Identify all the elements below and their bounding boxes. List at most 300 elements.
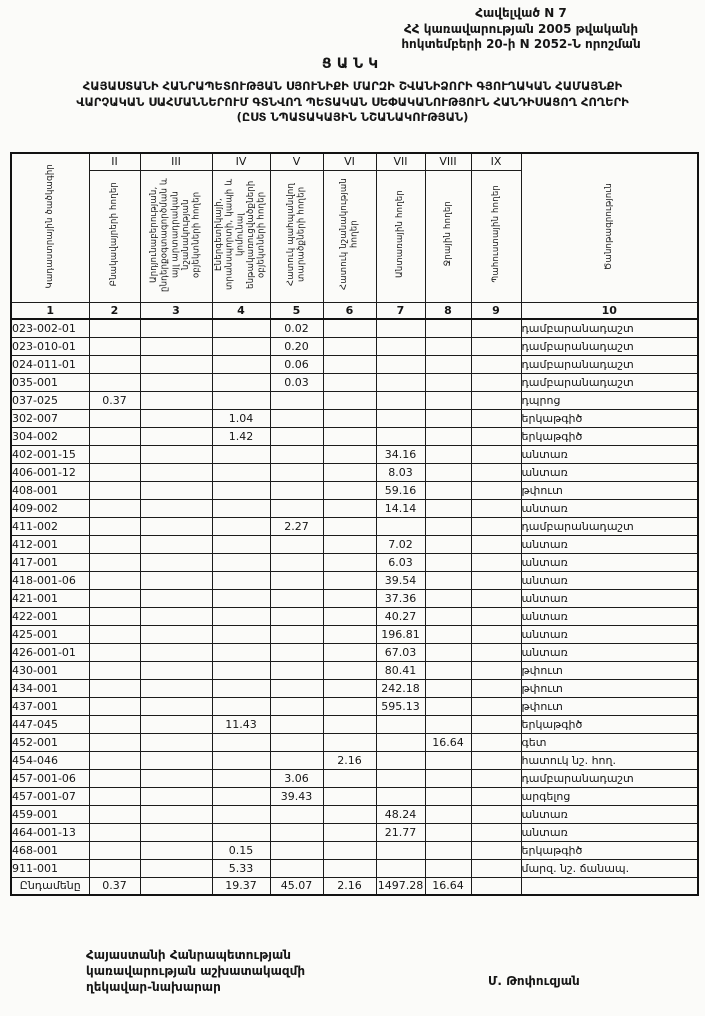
area-value-cell bbox=[471, 571, 521, 589]
cadastral-code-cell: 447-045 bbox=[11, 715, 89, 733]
area-value-cell bbox=[140, 517, 212, 535]
cadastral-code-cell: 024-011-01 bbox=[11, 355, 89, 373]
area-value-cell bbox=[471, 787, 521, 805]
area-value-cell bbox=[212, 391, 270, 409]
area-value-cell bbox=[89, 589, 140, 607]
page-title: ՑԱՆԿ bbox=[321, 56, 384, 72]
cadastral-code-cell: 408-001 bbox=[11, 481, 89, 499]
area-value-cell bbox=[323, 769, 376, 787]
area-value-cell bbox=[270, 589, 323, 607]
area-value-cell bbox=[140, 769, 212, 787]
area-value-cell bbox=[376, 517, 425, 535]
area-value-cell bbox=[471, 391, 521, 409]
area-value-cell bbox=[425, 571, 471, 589]
area-value-cell bbox=[212, 337, 270, 355]
area-value-cell bbox=[270, 535, 323, 553]
area-value-cell bbox=[471, 445, 521, 463]
cadastral-code-cell: 418-001-06 bbox=[11, 571, 89, 589]
column-number: 7 bbox=[376, 302, 425, 319]
area-value-cell bbox=[376, 337, 425, 355]
area-value-cell bbox=[212, 571, 270, 589]
signature-name: Մ. Թոփուզյան bbox=[488, 974, 580, 988]
area-value-cell bbox=[140, 859, 212, 877]
area-value-cell: 0.37 bbox=[89, 391, 140, 409]
area-value-cell bbox=[140, 679, 212, 697]
area-value-cell bbox=[471, 427, 521, 445]
note-cell: երկաթգիծ bbox=[521, 715, 698, 733]
note-cell: անտառ bbox=[521, 553, 698, 571]
area-value-cell bbox=[471, 661, 521, 679]
area-value-cell bbox=[212, 481, 270, 499]
area-value-cell bbox=[89, 751, 140, 769]
area-value-cell bbox=[323, 625, 376, 643]
area-value-cell bbox=[425, 697, 471, 715]
cadastral-code-cell: 417-001 bbox=[11, 553, 89, 571]
area-value-cell bbox=[89, 823, 140, 841]
table-row bbox=[11, 805, 698, 823]
subtitle-line-1: ՀԱՅԱՍՏԱՆԻ ՀԱՆՐԱՊԵՏՈՒԹՅԱՆ ՍՅՈՒՆԻՔԻ ՄԱՐԶԻ ՇՎԱՆԻՁՈՐԻ ԳՅՈՒՂԱԿԱՆ ՀԱՄԱՅՆՔԻ bbox=[82, 79, 623, 93]
area-value-cell bbox=[323, 373, 376, 391]
table-row bbox=[11, 841, 698, 859]
column-number: 9 bbox=[471, 302, 521, 319]
cadastral-code-cell: 454-046 bbox=[11, 751, 89, 769]
area-value-cell bbox=[89, 499, 140, 517]
area-value-cell bbox=[323, 697, 376, 715]
area-value-cell: 34.16 bbox=[376, 445, 425, 463]
cadastral-code-cell: 459-001 bbox=[11, 805, 89, 823]
area-value-cell: 80.41 bbox=[376, 661, 425, 679]
subtitle-line-2: ՎԱՐՉԱԿԱՆ ՍԱՀՄԱՆՆԵՐՈՒՄ ԳՏՆՎՈՂ ՊԵՏԱԿԱՆ ՍԵՓԱԿԱՆՈՒԹՅՈՒՆ ՀԱՆԴԻՍԱՑՈՂ ՀՈՂԵՐԻ bbox=[76, 94, 629, 109]
note-cell: անտառ bbox=[521, 589, 698, 607]
area-value-cell bbox=[212, 319, 270, 337]
total-label-cell: Ընդամենը bbox=[11, 877, 89, 895]
area-value-cell bbox=[471, 355, 521, 373]
area-value-cell bbox=[212, 535, 270, 553]
table-row bbox=[11, 499, 698, 517]
area-value-cell bbox=[471, 697, 521, 715]
note-cell bbox=[521, 877, 698, 895]
area-value-cell bbox=[212, 445, 270, 463]
area-value-cell bbox=[323, 589, 376, 607]
area-value-cell bbox=[323, 319, 376, 337]
area-value-cell bbox=[89, 517, 140, 535]
area-value-cell bbox=[212, 517, 270, 535]
area-value-cell bbox=[425, 337, 471, 355]
note-cell: դամբարանադաշտ bbox=[521, 373, 698, 391]
note-cell: անտառ bbox=[521, 643, 698, 661]
subtitle-line-3: (ԸՍՏ ՆՊԱՏԱԿԱՅԻՆ ՆՇԱՆԱԿՈՒԹՅԱՆ) bbox=[236, 110, 469, 125]
area-value-cell bbox=[323, 427, 376, 445]
note-cell: անտառ bbox=[521, 571, 698, 589]
area-value-cell bbox=[471, 751, 521, 769]
note-cell: թփուտ bbox=[521, 661, 698, 679]
table-row bbox=[11, 751, 698, 769]
note-cell: անտառ bbox=[521, 499, 698, 517]
area-value-cell bbox=[323, 445, 376, 463]
table-row bbox=[11, 571, 698, 589]
cadastral-code-cell: 412-001 bbox=[11, 535, 89, 553]
header-water-lands: Ջրային հողեր bbox=[425, 170, 471, 302]
area-value-cell bbox=[425, 445, 471, 463]
area-value-cell bbox=[425, 517, 471, 535]
area-value-cell: 39.43 bbox=[270, 787, 323, 805]
table-row bbox=[11, 445, 698, 463]
area-value-cell: 40.27 bbox=[376, 607, 425, 625]
roman-numeral: VIII bbox=[425, 153, 471, 170]
area-value-cell bbox=[89, 481, 140, 499]
area-value-cell bbox=[140, 481, 212, 499]
area-value-cell bbox=[140, 787, 212, 805]
area-value-cell bbox=[425, 589, 471, 607]
note-cell: թփուտ bbox=[521, 679, 698, 697]
area-value-cell bbox=[140, 661, 212, 679]
area-value-cell bbox=[425, 319, 471, 337]
area-value-cell bbox=[140, 337, 212, 355]
area-value-cell bbox=[376, 769, 425, 787]
area-value-cell bbox=[89, 553, 140, 571]
table-row bbox=[11, 319, 698, 337]
area-value-cell bbox=[323, 715, 376, 733]
area-value-cell bbox=[89, 715, 140, 733]
area-value-cell bbox=[471, 625, 521, 643]
cadastral-code-cell: 411-002 bbox=[11, 517, 89, 535]
area-value-cell bbox=[425, 715, 471, 733]
area-value-cell: 0.03 bbox=[270, 373, 323, 391]
area-value-cell bbox=[425, 751, 471, 769]
area-value-cell bbox=[140, 643, 212, 661]
table-row bbox=[11, 553, 698, 571]
area-value-cell bbox=[212, 787, 270, 805]
area-value-cell bbox=[323, 517, 376, 535]
area-value-cell bbox=[89, 571, 140, 589]
table-row bbox=[11, 823, 698, 841]
area-value-cell bbox=[471, 463, 521, 481]
area-value-cell bbox=[425, 607, 471, 625]
area-value-cell bbox=[376, 715, 425, 733]
area-value-cell bbox=[471, 409, 521, 427]
area-value-cell bbox=[89, 355, 140, 373]
cadastral-code-cell: 023-010-01 bbox=[11, 337, 89, 355]
area-value-cell bbox=[323, 409, 376, 427]
area-value-cell bbox=[212, 355, 270, 373]
header-forest-lands: Անտառային հողեր bbox=[376, 170, 425, 302]
cadastral-code-cell: 457-001-06 bbox=[11, 769, 89, 787]
column-number: 10 bbox=[521, 302, 698, 319]
area-value-cell bbox=[471, 517, 521, 535]
table-row bbox=[11, 697, 698, 715]
area-value-cell bbox=[140, 625, 212, 643]
table-row bbox=[11, 427, 698, 445]
area-value-cell bbox=[212, 769, 270, 787]
area-value-cell bbox=[471, 535, 521, 553]
area-value-cell: 2.16 bbox=[323, 877, 376, 895]
area-value-cell bbox=[140, 391, 212, 409]
area-value-cell bbox=[376, 787, 425, 805]
area-value-cell bbox=[471, 841, 521, 859]
note-cell: դամբարանադաշտ bbox=[521, 355, 698, 373]
table-row bbox=[11, 337, 698, 355]
area-value-cell bbox=[212, 589, 270, 607]
table-row bbox=[11, 535, 698, 553]
area-value-cell bbox=[270, 841, 323, 859]
cadastral-code-cell: 037-025 bbox=[11, 391, 89, 409]
area-value-cell bbox=[140, 373, 212, 391]
header-cadastral-code: Կադաստրային ծածկագիր bbox=[11, 153, 89, 302]
area-value-cell bbox=[323, 733, 376, 751]
area-value-cell bbox=[323, 679, 376, 697]
table-row bbox=[11, 373, 698, 391]
area-value-cell bbox=[323, 661, 376, 679]
area-value-cell: 45.07 bbox=[270, 877, 323, 895]
area-value-cell bbox=[212, 499, 270, 517]
note-cell: դամբարանադաշտ bbox=[521, 319, 698, 337]
area-value-cell bbox=[89, 445, 140, 463]
header-protected-lands: Հատուկ պահպանվող տարածքների հողեր bbox=[270, 170, 323, 302]
table-row bbox=[11, 589, 698, 607]
area-value-cell bbox=[89, 625, 140, 643]
cadastral-code-cell: 422-001 bbox=[11, 607, 89, 625]
area-value-cell bbox=[212, 625, 270, 643]
column-number: 6 bbox=[323, 302, 376, 319]
area-value-cell bbox=[425, 625, 471, 643]
cadastral-code-cell: 425-001 bbox=[11, 625, 89, 643]
area-value-cell bbox=[270, 697, 323, 715]
table-row bbox=[11, 409, 698, 427]
area-value-cell bbox=[376, 355, 425, 373]
table-row bbox=[11, 769, 698, 787]
area-value-cell bbox=[212, 823, 270, 841]
appendix-line-1: Հավելված N 7 bbox=[475, 6, 567, 20]
cadastral-code-cell: 430-001 bbox=[11, 661, 89, 679]
roman-numeral: IV bbox=[212, 153, 270, 170]
footer-line-3: ղեկավար-նախարար bbox=[86, 980, 221, 995]
table-row bbox=[11, 391, 698, 409]
area-value-cell bbox=[323, 841, 376, 859]
area-value-cell bbox=[212, 751, 270, 769]
note-cell: դամբարանադաշտ bbox=[521, 337, 698, 355]
area-value-cell: 1.42 bbox=[212, 427, 270, 445]
area-value-cell bbox=[140, 589, 212, 607]
area-value-cell bbox=[270, 859, 323, 877]
area-value-cell bbox=[212, 805, 270, 823]
area-value-cell bbox=[212, 553, 270, 571]
area-value-cell bbox=[425, 859, 471, 877]
area-value-cell bbox=[212, 643, 270, 661]
appendix-header bbox=[340, 6, 702, 53]
area-value-cell bbox=[89, 769, 140, 787]
area-value-cell bbox=[376, 391, 425, 409]
cadastral-code-cell: 468-001 bbox=[11, 841, 89, 859]
area-value-cell bbox=[212, 733, 270, 751]
note-cell: անտառ bbox=[521, 463, 698, 481]
area-value-cell bbox=[323, 355, 376, 373]
area-value-cell bbox=[270, 805, 323, 823]
cadastral-code-cell: 023-002-01 bbox=[11, 319, 89, 337]
area-value-cell: 7.02 bbox=[376, 535, 425, 553]
table-row bbox=[11, 733, 698, 751]
area-value-cell bbox=[425, 553, 471, 571]
cadastral-code-cell: 421-001 bbox=[11, 589, 89, 607]
table-row bbox=[11, 787, 698, 805]
area-value-cell bbox=[140, 697, 212, 715]
area-value-cell bbox=[89, 859, 140, 877]
area-value-cell: 1497.28 bbox=[376, 877, 425, 895]
area-value-cell: 0.20 bbox=[270, 337, 323, 355]
cadastral-code-cell: 457-001-07 bbox=[11, 787, 89, 805]
area-value-cell: 59.16 bbox=[376, 481, 425, 499]
table-row bbox=[11, 661, 698, 679]
table-row bbox=[11, 481, 698, 499]
cadastral-code-cell: 426-001-01 bbox=[11, 643, 89, 661]
column-number: 1 bbox=[11, 302, 89, 319]
area-value-cell: 6.03 bbox=[376, 553, 425, 571]
note-cell: գետ bbox=[521, 733, 698, 751]
area-value-cell bbox=[323, 607, 376, 625]
area-value-cell bbox=[212, 373, 270, 391]
area-value-cell bbox=[140, 715, 212, 733]
area-value-cell bbox=[140, 535, 212, 553]
area-value-cell bbox=[270, 499, 323, 517]
area-value-cell: 21.77 bbox=[376, 823, 425, 841]
note-cell: անտառ bbox=[521, 805, 698, 823]
area-value-cell bbox=[425, 391, 471, 409]
area-value-cell bbox=[376, 373, 425, 391]
area-value-cell bbox=[471, 643, 521, 661]
area-value-cell: 37.36 bbox=[376, 589, 425, 607]
area-value-cell bbox=[140, 463, 212, 481]
area-value-cell bbox=[425, 463, 471, 481]
area-value-cell bbox=[425, 769, 471, 787]
area-value-cell bbox=[270, 571, 323, 589]
table-row bbox=[11, 859, 698, 877]
area-value-cell bbox=[270, 823, 323, 841]
area-value-cell: 3.06 bbox=[270, 769, 323, 787]
area-value-cell bbox=[376, 427, 425, 445]
area-value-cell: 16.64 bbox=[425, 877, 471, 895]
area-value-cell bbox=[323, 859, 376, 877]
column-number-row bbox=[11, 302, 698, 319]
area-value-cell bbox=[140, 877, 212, 895]
table-row bbox=[11, 355, 698, 373]
area-value-cell: 19.37 bbox=[212, 877, 270, 895]
area-value-cell bbox=[323, 787, 376, 805]
table-row bbox=[11, 643, 698, 661]
note-cell: թփուտ bbox=[521, 481, 698, 499]
area-value-cell bbox=[140, 841, 212, 859]
area-value-cell bbox=[425, 841, 471, 859]
note-cell: երկաթգիծ bbox=[521, 409, 698, 427]
area-value-cell bbox=[270, 643, 323, 661]
area-value-cell bbox=[89, 319, 140, 337]
area-value-cell bbox=[140, 607, 212, 625]
area-value-cell: 0.02 bbox=[270, 319, 323, 337]
area-value-cell bbox=[140, 445, 212, 463]
land-categories-table bbox=[10, 152, 699, 896]
cadastral-code-cell: 406-001-12 bbox=[11, 463, 89, 481]
area-value-cell bbox=[140, 823, 212, 841]
area-value-cell bbox=[212, 679, 270, 697]
area-value-cell bbox=[270, 553, 323, 571]
area-value-cell bbox=[471, 319, 521, 337]
area-value-cell bbox=[425, 643, 471, 661]
area-value-cell bbox=[270, 733, 323, 751]
area-value-cell bbox=[89, 679, 140, 697]
area-value-cell bbox=[270, 445, 323, 463]
cadastral-code-cell: 452-001 bbox=[11, 733, 89, 751]
area-value-cell: 14.14 bbox=[376, 499, 425, 517]
area-value-cell bbox=[323, 571, 376, 589]
area-value-cell bbox=[471, 715, 521, 733]
area-value-cell bbox=[376, 409, 425, 427]
area-value-cell bbox=[89, 463, 140, 481]
cadastral-code-cell: 304-002 bbox=[11, 427, 89, 445]
cadastral-code-cell: 911-001 bbox=[11, 859, 89, 877]
area-value-cell bbox=[270, 679, 323, 697]
area-value-cell bbox=[140, 553, 212, 571]
area-value-cell bbox=[471, 769, 521, 787]
area-value-cell: 595.13 bbox=[376, 697, 425, 715]
area-value-cell bbox=[471, 733, 521, 751]
document-subtitle bbox=[8, 79, 697, 126]
area-value-cell bbox=[89, 427, 140, 445]
area-value-cell bbox=[89, 643, 140, 661]
area-value-cell bbox=[425, 787, 471, 805]
area-value-cell bbox=[270, 607, 323, 625]
roman-numeral: II bbox=[89, 153, 140, 170]
roman-numeral-row bbox=[11, 153, 698, 170]
area-value-cell bbox=[270, 463, 323, 481]
cadastral-code-cell: 437-001 bbox=[11, 697, 89, 715]
note-cell: երկաթգիծ bbox=[521, 841, 698, 859]
area-value-cell bbox=[471, 859, 521, 877]
roman-numeral: VI bbox=[323, 153, 376, 170]
table-row bbox=[11, 607, 698, 625]
column-number: 5 bbox=[270, 302, 323, 319]
area-value-cell bbox=[425, 679, 471, 697]
area-value-cell bbox=[140, 499, 212, 517]
area-value-cell bbox=[140, 733, 212, 751]
note-cell: անտառ bbox=[521, 535, 698, 553]
note-cell: դպրոց bbox=[521, 391, 698, 409]
area-value-cell bbox=[425, 823, 471, 841]
note-cell: անտառ bbox=[521, 445, 698, 463]
area-value-cell bbox=[89, 535, 140, 553]
area-value-cell bbox=[140, 751, 212, 769]
area-value-cell bbox=[471, 823, 521, 841]
column-number: 8 bbox=[425, 302, 471, 319]
cadastral-code-cell: 035-001 bbox=[11, 373, 89, 391]
area-value-cell: 39.54 bbox=[376, 571, 425, 589]
roman-numeral: III bbox=[140, 153, 212, 170]
note-cell: երկաթգիծ bbox=[521, 427, 698, 445]
area-value-cell bbox=[323, 499, 376, 517]
area-value-cell bbox=[425, 373, 471, 391]
roman-numeral: VII bbox=[376, 153, 425, 170]
area-value-cell bbox=[89, 697, 140, 715]
area-value-cell bbox=[425, 661, 471, 679]
area-value-cell bbox=[376, 733, 425, 751]
area-value-cell bbox=[323, 535, 376, 553]
note-cell: դամբարանադաշտ bbox=[521, 517, 698, 535]
area-value-cell bbox=[270, 751, 323, 769]
area-value-cell bbox=[89, 661, 140, 679]
area-value-cell bbox=[89, 787, 140, 805]
area-value-cell: 16.64 bbox=[425, 733, 471, 751]
area-value-cell bbox=[323, 553, 376, 571]
header-reserve-lands: Պահուստային հողեր bbox=[471, 170, 521, 302]
area-value-cell bbox=[140, 409, 212, 427]
table-row bbox=[11, 517, 698, 535]
